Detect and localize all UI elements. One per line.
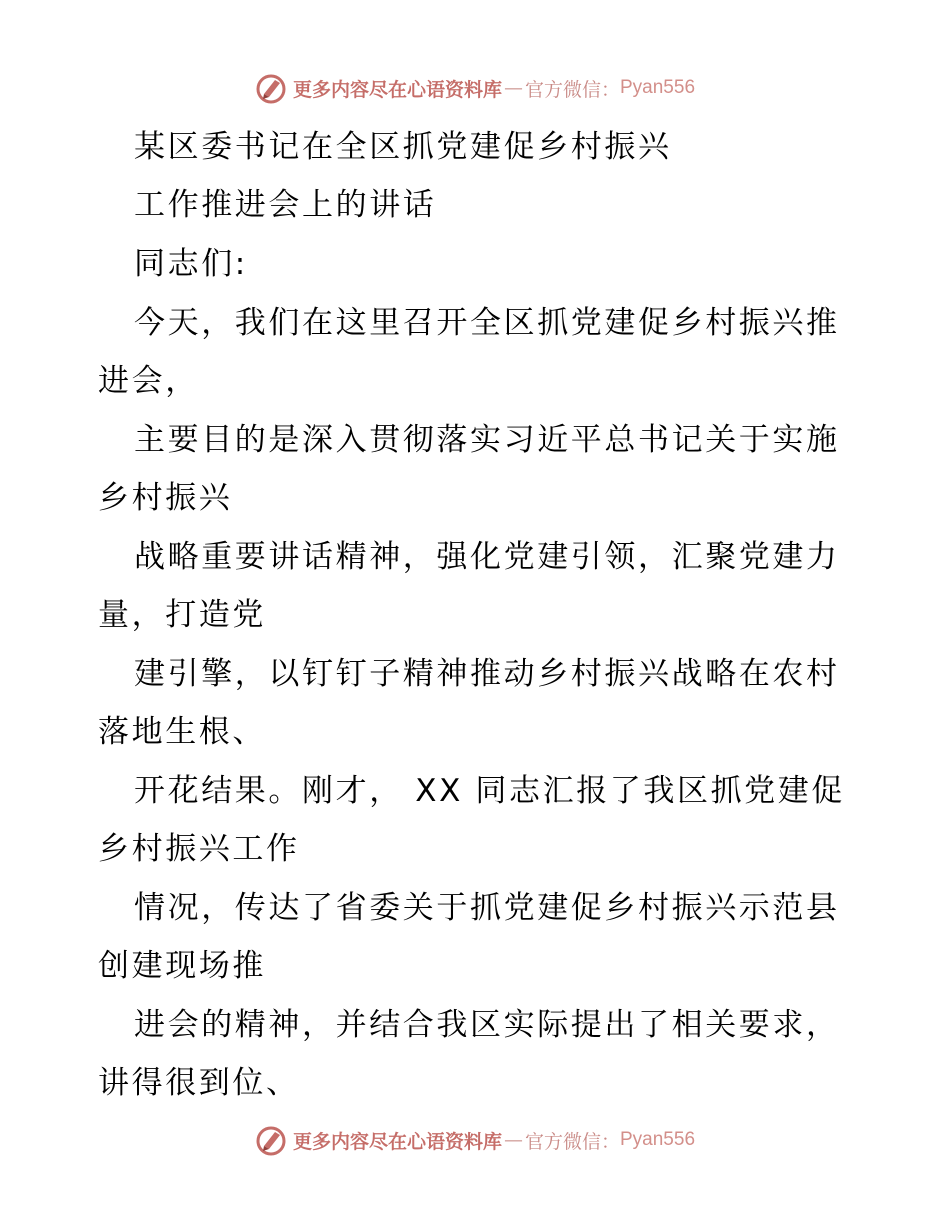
paragraph-line: 开花结果。刚才， XX 同志汇报了我区抓党建促 <box>134 773 845 809</box>
watermark-label: 官方微信： <box>524 1130 620 1153</box>
footer-watermark <box>0 1124 950 1156</box>
paragraph-line: 乡村振兴工作 <box>98 831 300 867</box>
paragraph-line: 战略重要讲话精神，强化党建引领，汇聚党建力 <box>134 539 840 575</box>
pen-logo-icon <box>255 72 287 104</box>
header-watermark <box>0 72 950 104</box>
paragraph-line: 情况，传达了省委关于抓党建促乡村振兴示范县 <box>134 890 840 926</box>
watermark-label: 官方微信： <box>524 78 620 101</box>
salutation: 同志们: <box>134 246 248 282</box>
title-line-2: 工作推进会上的讲话 <box>134 187 437 223</box>
paragraph-line: 落地生根、 <box>98 714 266 750</box>
paragraph-line: 量，打造党 <box>98 597 266 633</box>
paragraph-line: 主要目的是深入贯彻落实习近平总书记关于实施 <box>134 422 840 458</box>
title-line-1: 某区委书记在全区抓党建促乡村振兴 <box>134 129 672 165</box>
paragraph-line: 进会的精神，并结合我区实际提出了相关要求， <box>134 1007 840 1043</box>
watermark-brand: 更多内容尽在心语资料库 <box>292 1130 502 1153</box>
watermark-separator: — <box>503 77 523 99</box>
watermark-id: Pyan556 <box>620 77 696 98</box>
watermark-id: Pyan556 <box>620 1129 696 1150</box>
watermark-brand: 更多内容尽在心语资料库 <box>292 78 502 101</box>
paragraph-line: 今天，我们在这里召开全区抓党建促乡村振兴推 <box>134 305 840 341</box>
paragraph-line: 进会， <box>98 363 199 399</box>
pen-logo-icon <box>255 1124 287 1156</box>
watermark-separator: — <box>503 1129 523 1151</box>
paragraph-line: 建引擎，以钉钉子精神推动乡村振兴战略在农村 <box>134 656 840 692</box>
paragraph-line: 创建现场推 <box>98 948 266 984</box>
paragraph-line: 乡村振兴 <box>98 480 233 516</box>
paragraph-line: 讲得很到位、 <box>98 1065 300 1101</box>
